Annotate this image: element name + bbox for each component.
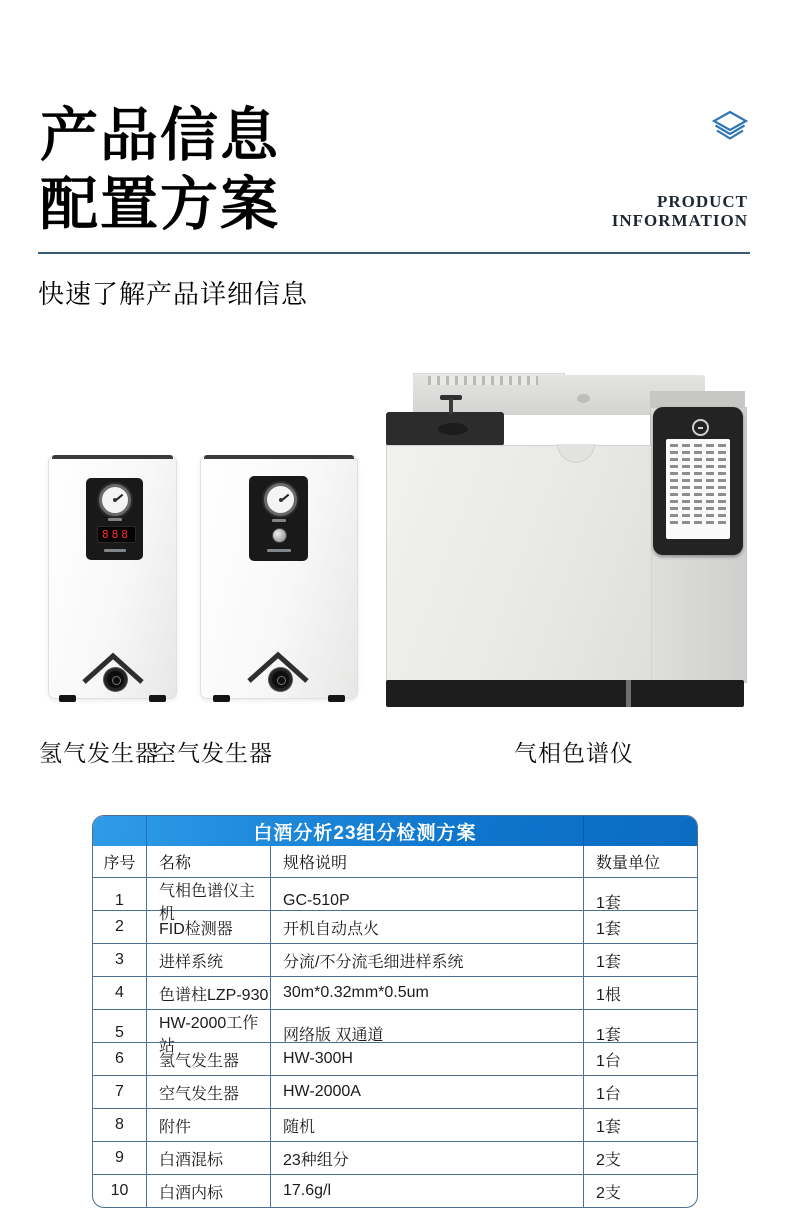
gc-injector-platform: [386, 412, 504, 446]
power-button: [104, 668, 127, 691]
cell-name: 白酒内标: [147, 1175, 271, 1207]
pressure-gauge: [99, 484, 131, 516]
cell-no: 10: [93, 1175, 147, 1207]
cell-spec: 23种组分: [271, 1142, 584, 1174]
cell-no: 6: [93, 1043, 147, 1075]
cell-name: 色谱柱LZP-930: [147, 977, 271, 1009]
gc-base: [386, 680, 744, 707]
cell-no: 1: [93, 878, 147, 924]
cell-spec: 开机自动点火: [271, 911, 584, 943]
cell-no: 2: [93, 911, 147, 943]
cell-spec: 30m*0.32mm*0.5um: [271, 977, 584, 1009]
page-title-line2: 配置方案: [40, 172, 281, 237]
cell-name: 气相色谱仪主机: [147, 878, 271, 924]
header-name: 名称: [147, 846, 271, 877]
cell-spec: HW-300H: [271, 1043, 584, 1075]
hydrogen-generator-image: [48, 455, 177, 699]
header-spec: 规格说明: [271, 846, 584, 877]
led-display: 888: [97, 526, 136, 543]
machine-foot: [149, 695, 166, 702]
cell-spec: 17.6g/l: [271, 1175, 584, 1207]
header-qty: 数量单位: [596, 855, 661, 872]
table-row: [93, 976, 697, 1009]
gc-injector-stem: [449, 398, 453, 414]
machine-lid: [204, 455, 354, 459]
cell-qty: 1套: [596, 920, 621, 938]
machine-foot: [328, 695, 345, 702]
header-no: 序号: [93, 846, 147, 877]
tagline: 快速了解产品详细信息: [38, 280, 309, 309]
cell-no: 4: [93, 977, 147, 1009]
cell-qty: 1台: [596, 1085, 621, 1103]
table-title-bar: [93, 816, 697, 846]
title-bar-right-cell: [584, 816, 697, 846]
layers-icon: [712, 110, 748, 149]
cell-qty: 1台: [596, 1052, 621, 1070]
adjust-knob: [272, 528, 287, 543]
gc-oven-door: [386, 445, 652, 683]
cell-no: 8: [93, 1109, 147, 1141]
header-divider: [38, 252, 750, 254]
cell-name: FID检测器: [147, 911, 271, 943]
control-panel: [86, 478, 143, 560]
gas-chromatograph-image: [385, 373, 745, 707]
cell-name: 空气发生器: [147, 1076, 271, 1108]
table-row: [93, 877, 697, 923]
page-title-line1: 产品信息: [40, 103, 281, 168]
label-gas-chromatograph: 气相色谱仪: [514, 740, 634, 766]
power-button: [269, 668, 292, 691]
machine-foot: [213, 695, 230, 702]
cell-no: 3: [93, 944, 147, 976]
table-row: [93, 1108, 697, 1141]
control-panel: [249, 476, 308, 561]
cell-qty: 1根: [596, 986, 621, 1004]
air-generator-image: [200, 455, 358, 699]
label-hydrogen-generator: 氢气发生器: [39, 740, 159, 766]
cell-no: 7: [93, 1076, 147, 1108]
cell-name: 白酒混标: [147, 1142, 271, 1174]
cell-name: 进样系统: [147, 944, 271, 976]
machine-foot: [59, 695, 76, 702]
product-information-caption: [612, 192, 748, 230]
machine-lid: [52, 455, 173, 459]
cell-name: 氢气发生器: [147, 1043, 271, 1075]
table-row: [93, 1075, 697, 1108]
title-bar-left-cell: [93, 816, 147, 846]
table-row: [93, 1141, 697, 1174]
pressure-gauge: [264, 483, 297, 516]
cell-qty: 2支: [596, 1184, 621, 1202]
gc-control-panel: [653, 407, 743, 555]
cell-spec: 分流/不分流毛细进样系统: [271, 944, 584, 976]
cell-spec: HW-2000A: [271, 1076, 584, 1108]
cell-spec: 网络版 双通道: [271, 1010, 584, 1056]
caption-line2: INFORMATION: [611, 211, 748, 230]
gc-vents: [428, 376, 538, 385]
cell-qty: 2支: [596, 1151, 621, 1169]
cell-no: 9: [93, 1142, 147, 1174]
table-row: [93, 1042, 697, 1075]
spec-table: [92, 815, 698, 1208]
gc-lid-hole: [577, 394, 590, 403]
gc-logo-icon: [692, 419, 709, 436]
caption-line1: PRODUCT: [656, 192, 748, 211]
product-showcase: [0, 340, 790, 780]
page-title: [40, 101, 280, 239]
table-row: [93, 943, 697, 976]
cell-qty: 1套: [596, 1118, 621, 1136]
table-row: [93, 910, 697, 943]
cell-qty: 1套: [596, 894, 621, 912]
cell-qty: 1套: [596, 1026, 621, 1044]
table-title: 白酒分析23组分检测方案: [147, 816, 584, 846]
cell-no: 5: [93, 1010, 147, 1056]
cell-qty: 1套: [596, 953, 621, 971]
table-row: [93, 1174, 697, 1207]
cell-spec: 随机: [271, 1109, 584, 1141]
gc-display-screen: [666, 439, 730, 539]
label-air-generator: 空气发生器: [153, 740, 273, 766]
cell-name: 附件: [147, 1109, 271, 1141]
spec-table-body: [93, 877, 697, 1207]
table-row: [93, 1009, 697, 1055]
cell-spec: GC-510P: [271, 878, 584, 924]
cell-name: HW-2000工作站: [147, 1010, 271, 1056]
table-header-row: [93, 846, 697, 877]
